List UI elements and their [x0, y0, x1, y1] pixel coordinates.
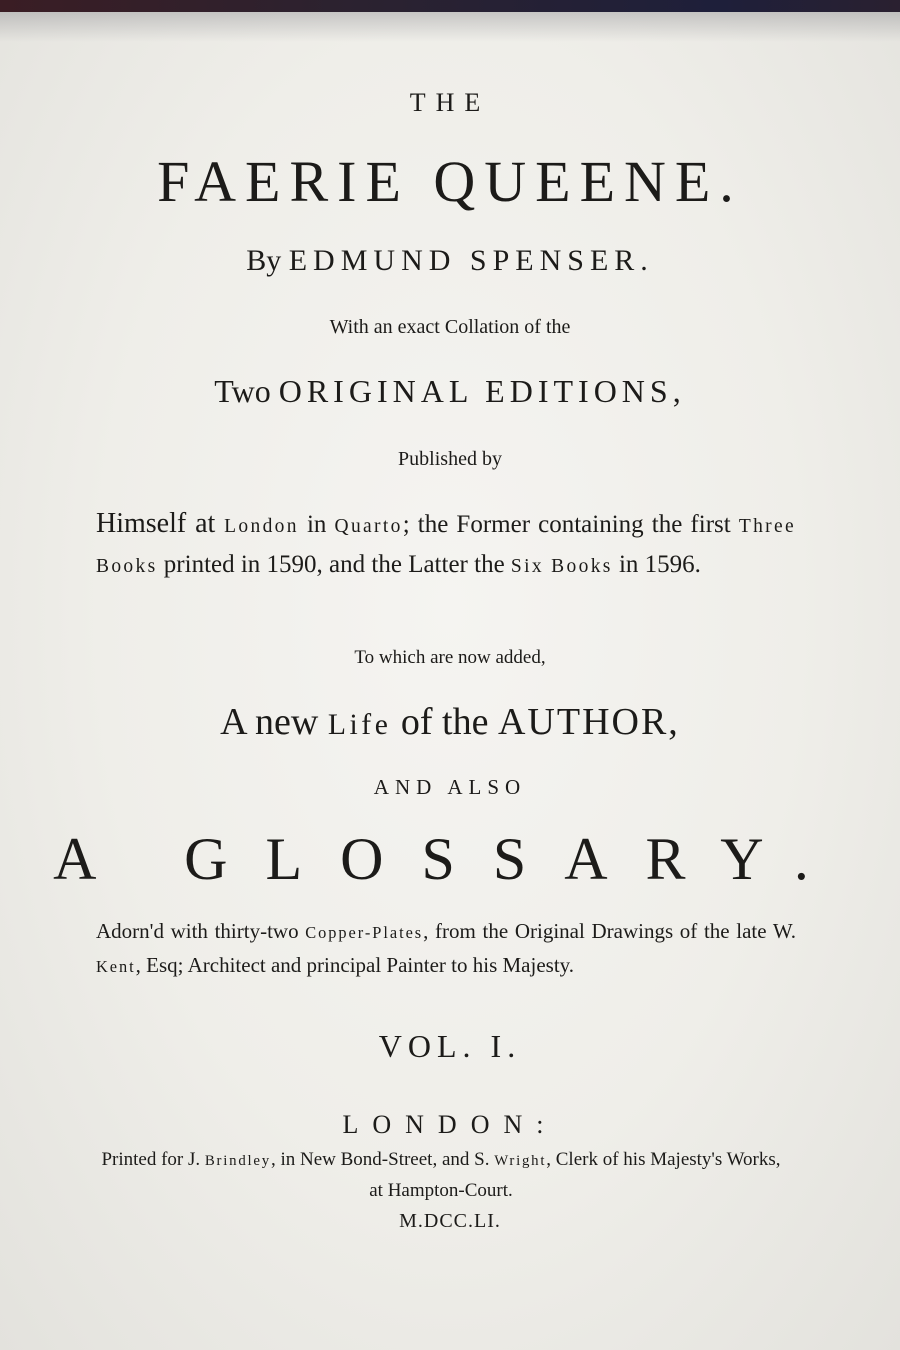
- newlife-life: Life: [327, 709, 392, 741]
- newlife-author: AUTHOR,: [497, 701, 680, 743]
- editions-paragraph: [96, 505, 796, 586]
- plates-paragraph: [96, 915, 796, 983]
- printer-paragraph: [96, 1145, 786, 1206]
- para1-text-b: in: [298, 511, 335, 538]
- para2-text-c: , Esq; Architect and principal Painter to his Majesty.: [135, 953, 575, 977]
- imprint-city: LONDON:: [342, 1110, 558, 1139]
- para1-text-e: in 1596.: [612, 551, 701, 578]
- para1-three-books: Three Books: [96, 516, 796, 577]
- para1-text-a: Himself at: [96, 508, 225, 539]
- author-line: [0, 244, 900, 278]
- para1-text-d: printed in 1590, and the Latter the: [157, 551, 511, 578]
- printer-text-b: , in New Bond-Street, and S.: [270, 1149, 495, 1170]
- printer-brindley: Brindley: [204, 1153, 271, 1169]
- and-also-line: AND ALSO: [373, 775, 527, 799]
- para2-kent: Kent: [96, 957, 136, 976]
- volume-label: VOL. I.: [378, 1028, 522, 1064]
- collation-line: With an exact Collation of the: [329, 316, 571, 338]
- editions-two: Two: [214, 373, 271, 409]
- book-cover-edge: [0, 0, 900, 12]
- para2-plates: Copper-Plates: [305, 923, 424, 942]
- para1-london: London: [224, 516, 299, 537]
- printer-wright: Wright: [494, 1153, 547, 1169]
- para2-text-b: , from the Original Drawings of the late W.: [423, 919, 796, 943]
- glossary-title: A GLOSSARY.: [53, 826, 847, 892]
- printer-text-a: Printed for J.: [101, 1149, 205, 1170]
- author-by: By: [246, 244, 282, 277]
- author-name: EDMUND SPENSER.: [288, 244, 654, 277]
- para2-text-a: Adorn'd with thirty-two: [96, 919, 306, 943]
- newlife-a: A new: [220, 701, 328, 743]
- editions-caps: ORIGINAL EDITIONS,: [278, 373, 686, 409]
- newlife-b: of the: [391, 701, 498, 743]
- added-line: To which are now added,: [354, 647, 546, 668]
- para1-quarto: Quarto: [334, 516, 403, 537]
- book-title: FAERIE QUEENE.: [157, 149, 743, 214]
- printer-text-c: , Clerk of his Majesty's Works, at Hampton-Court.: [369, 1149, 781, 1201]
- new-life-line: [0, 700, 900, 744]
- published-by-line: Published by: [398, 448, 502, 470]
- para1-six-books: Six Books: [510, 556, 613, 577]
- para1-text-c: ; the Former containing the first: [402, 511, 739, 538]
- page-shadow: [0, 12, 900, 42]
- editions-line: [0, 373, 900, 410]
- imprint-date: M.DCC.LI.: [399, 1210, 501, 1232]
- title-article: THE: [409, 88, 491, 117]
